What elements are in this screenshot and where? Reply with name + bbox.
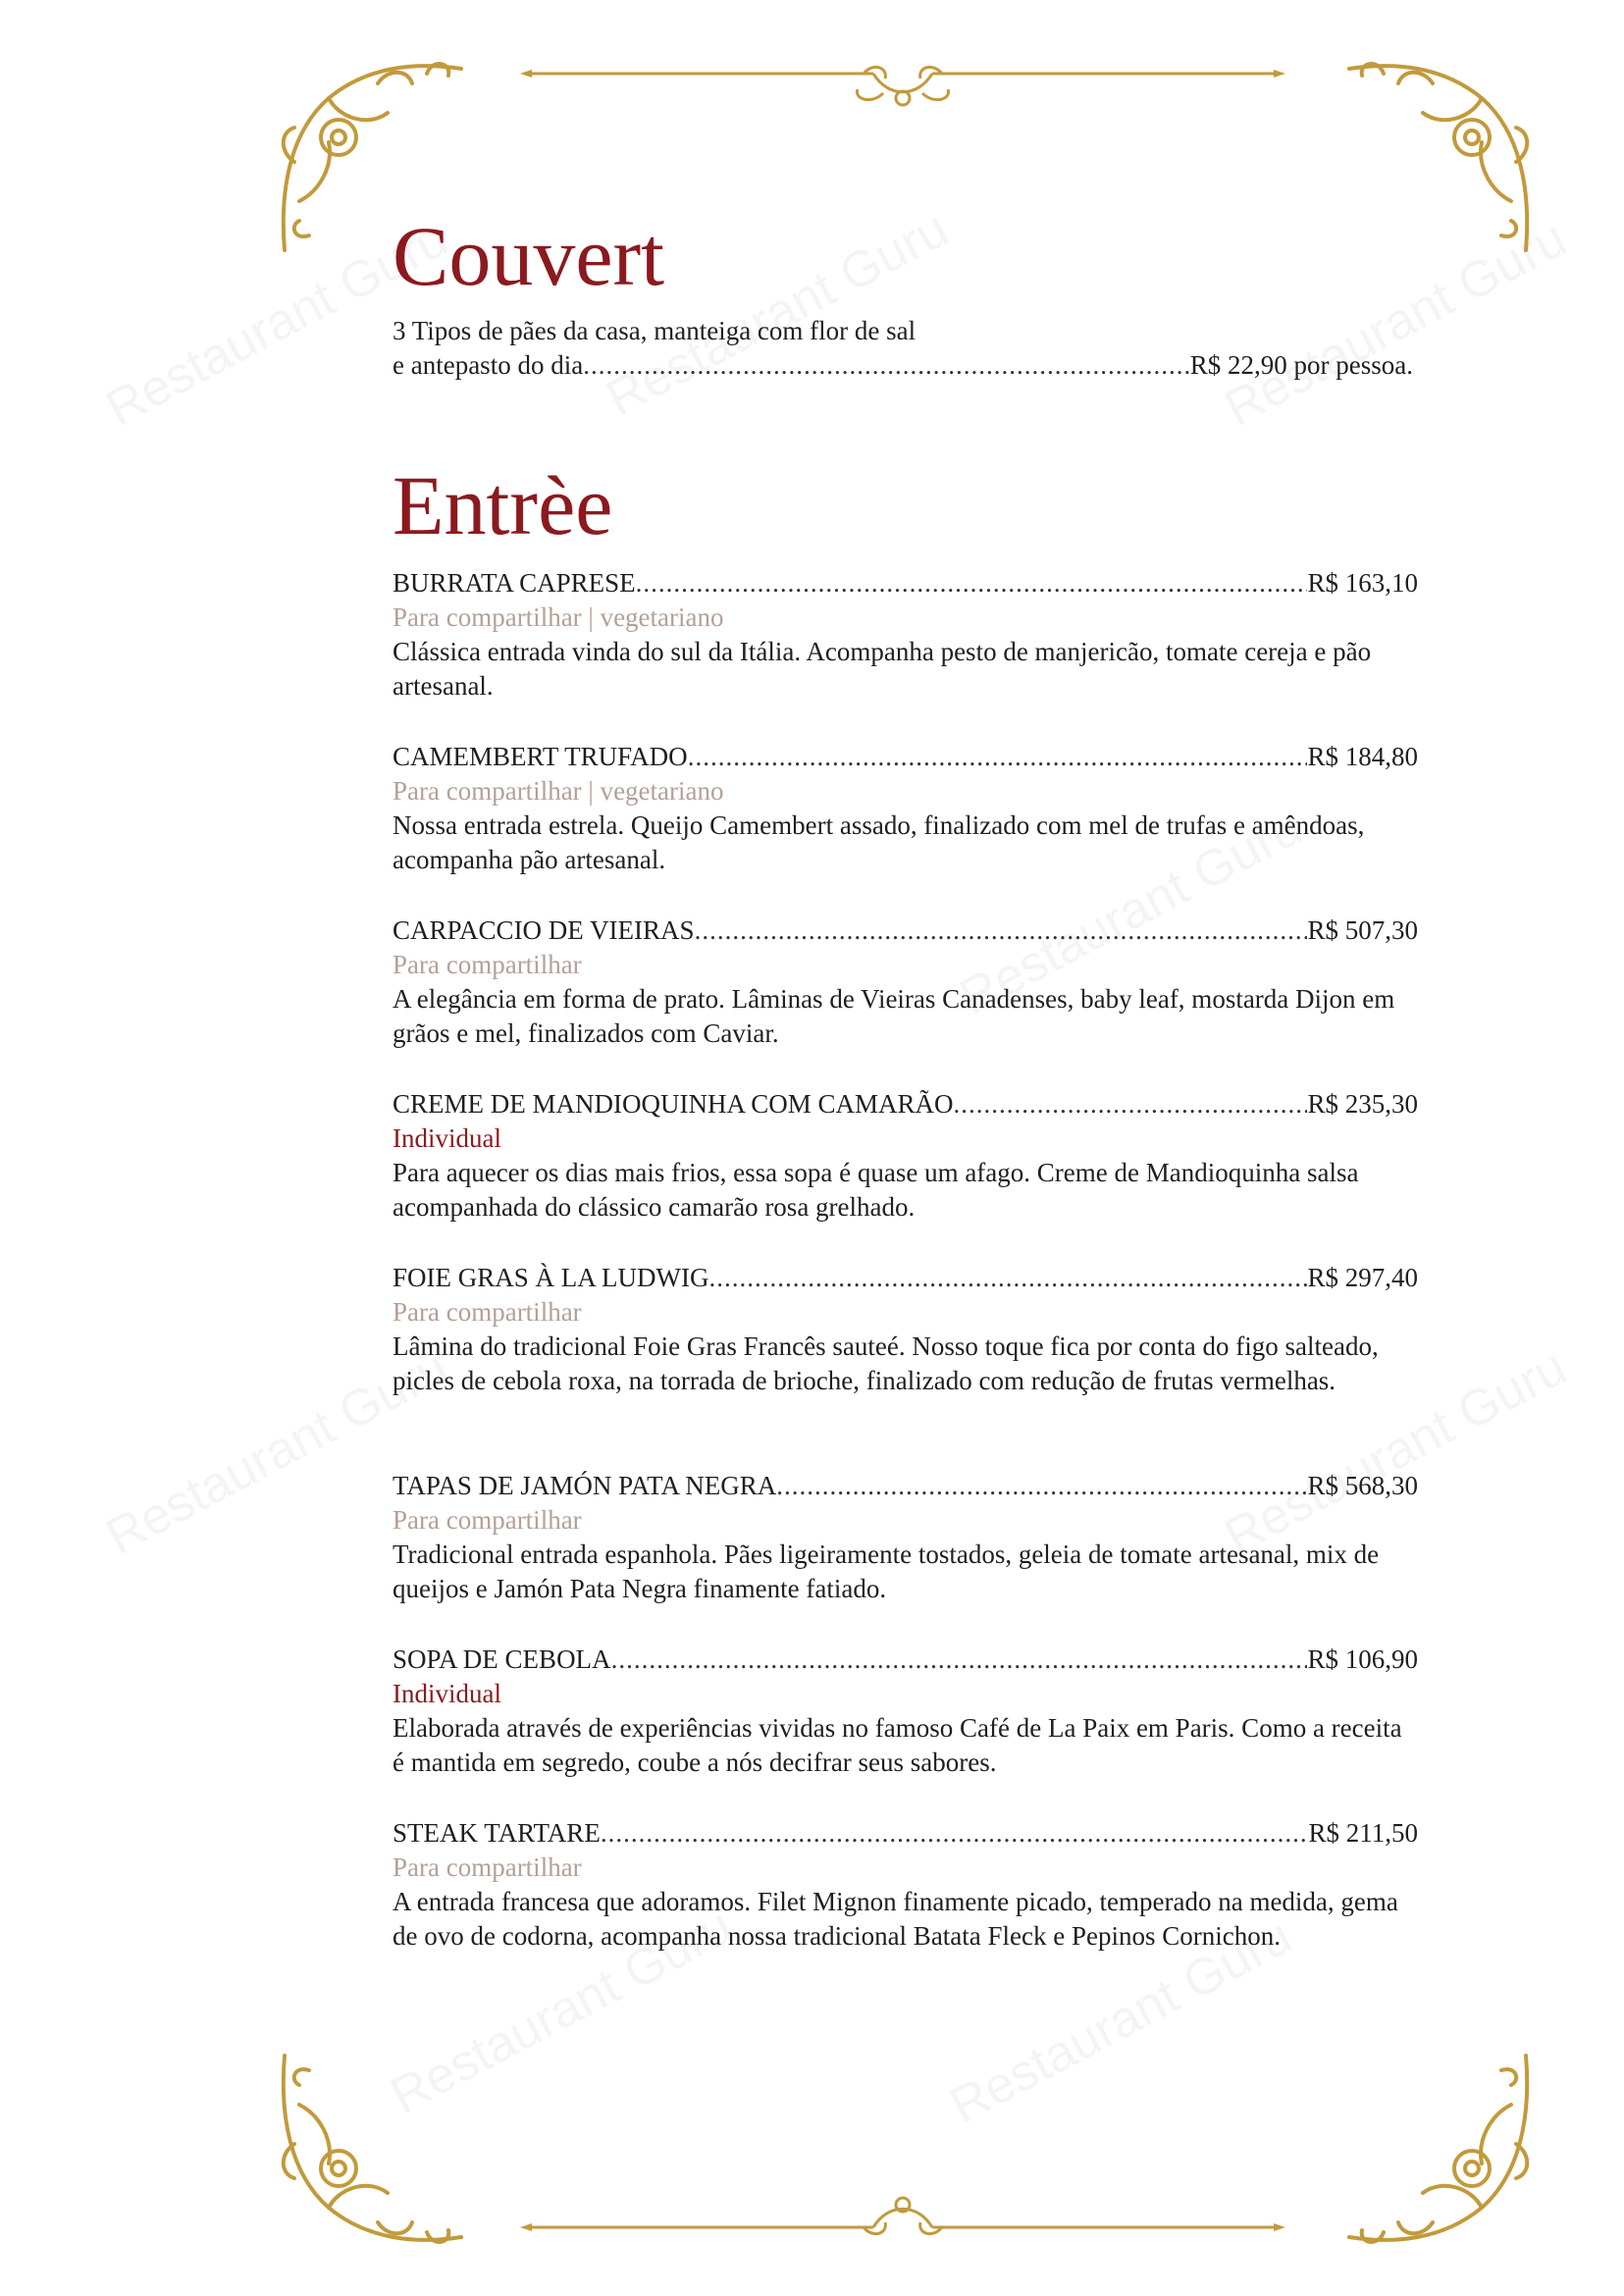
- item-tag: Para compartilhar: [393, 1297, 582, 1327]
- item-price: R$ 211,50: [1308, 1818, 1418, 1848]
- item-description: Lâmina do tradicional Foie Gras Francês sauteé. Nosso toque fica por conta do figo salteado, picles de cebola roxa, na torrada de brioche, finalizado com redução de frutas vermelhas.: [393, 1331, 1379, 1395]
- couvert-price-row: [393, 348, 1413, 383]
- menu-item: [393, 740, 1418, 877]
- item-name: FOIE GRAS À LA LUDWIG: [393, 1263, 709, 1292]
- item-price: R$ 235,30: [1307, 1089, 1418, 1119]
- item-tag: Para compartilhar: [393, 950, 582, 979]
- dot-leader: [611, 1643, 1308, 1677]
- item-price: R$ 106,90: [1307, 1644, 1418, 1674]
- item-description: Clássica entrada vinda do sul da Itália. Acompanha pesto de manjericão, tomate cereja e pão artesanal.: [393, 637, 1372, 701]
- item-price: R$ 297,40: [1307, 1263, 1418, 1292]
- item-name: CAMEMBERT TRUFADO: [393, 742, 688, 771]
- item-name: CREME DE MANDIOQUINHA COM CAMARÃO: [393, 1089, 954, 1119]
- item-description: Para aquecer os dias mais frios, essa sopa é quase um afago. Creme de Mandioquinha salsa acompanhada do clássico camarão rosa grelhado.: [393, 1158, 1359, 1222]
- dot-leader: [688, 740, 1308, 774]
- item-price: R$ 163,10: [1307, 568, 1418, 598]
- dot-leader: [583, 348, 1190, 383]
- dot-leader: [636, 566, 1308, 600]
- item-description: A entrada francesa que adoramos. Filet Mignon finamente picado, temperado na medida, gema de ovo de codorna, acompanha nossa tradicional Batata Fleck e Pepinos Cornichon.: [393, 1887, 1398, 1951]
- dot-leader: [954, 1087, 1308, 1122]
- item-description: Tradicional entrada espanhola. Pães ligeiramente tostados, geleia de tomate artesanal, mix de queijos e Jamón Pata Negra finamente fatiado.: [393, 1539, 1380, 1603]
- dot-leader: [708, 1261, 1307, 1295]
- item-tag: Individual: [393, 1123, 501, 1153]
- item-name: TAPAS DE JAMÓN PATA NEGRA: [393, 1471, 777, 1500]
- item-description: A elegância em forma de prato. Lâminas de Vieiras Canadenses, baby leaf, mostarda Dijon em grãos e mel, finalizados com Caviar.: [393, 984, 1395, 1048]
- bottom-divider-ornament: [520, 2183, 1285, 2242]
- item-tag: Individual: [393, 1679, 501, 1708]
- item-name: CARPACCIO DE VIEIRAS: [393, 915, 695, 945]
- item-tag: Para compartilhar | vegetariano: [393, 602, 724, 632]
- couvert-line2: e antepasto do dia: [393, 350, 584, 380]
- top-divider-ornament: [520, 59, 1285, 118]
- item-price: R$ 184,80: [1307, 742, 1418, 771]
- item-description: Elaborada através de experiências vividas no famoso Café de La Paix em Paris. Como a receita é mantida em segredo, coube a nós decifrar seus sabores.: [393, 1713, 1402, 1777]
- couvert-price: R$ 22,90 por pessoa.: [1189, 350, 1413, 380]
- item-price: R$ 507,30: [1307, 915, 1418, 945]
- section-title-couvert: Couvert: [393, 209, 665, 303]
- menu-item: [393, 1469, 1418, 1606]
- item-price: R$ 568,30: [1307, 1471, 1418, 1500]
- item-name: STEAK TARTARE: [393, 1818, 601, 1848]
- item-name: SOPA DE CEBOLA: [393, 1644, 611, 1674]
- item-name: BURRATA CAPRESE: [393, 568, 636, 598]
- corner-flourish-bottom-left: [270, 2046, 466, 2252]
- section-title-entree: Entrèe: [393, 458, 613, 552]
- menu-item: [393, 1643, 1418, 1780]
- couvert-description: 3 Tipos de pães da casa, manteiga com flor de sal: [393, 316, 917, 345]
- menu-item: [393, 1261, 1418, 1398]
- item-description: Nossa entrada estrela. Queijo Camembert assado, finalizado com mel de trufas e amêndoas, acompanha pão artesanal.: [393, 810, 1365, 874]
- item-tag: Para compartilhar: [393, 1852, 582, 1882]
- item-tag: Para compartilhar: [393, 1505, 582, 1535]
- couvert-block: [393, 314, 1423, 383]
- menu-item: [393, 913, 1418, 1051]
- item-tag: Para compartilhar | vegetariano: [393, 776, 724, 806]
- dot-leader: [695, 913, 1308, 948]
- corner-flourish-top-right: [1344, 54, 1541, 260]
- corner-flourish-bottom-right: [1344, 2046, 1541, 2252]
- menu-item: [393, 1087, 1418, 1225]
- dot-leader: [601, 1816, 1309, 1851]
- menu-item: [393, 566, 1418, 704]
- menu-item: [393, 1816, 1418, 1954]
- dot-leader: [776, 1469, 1307, 1503]
